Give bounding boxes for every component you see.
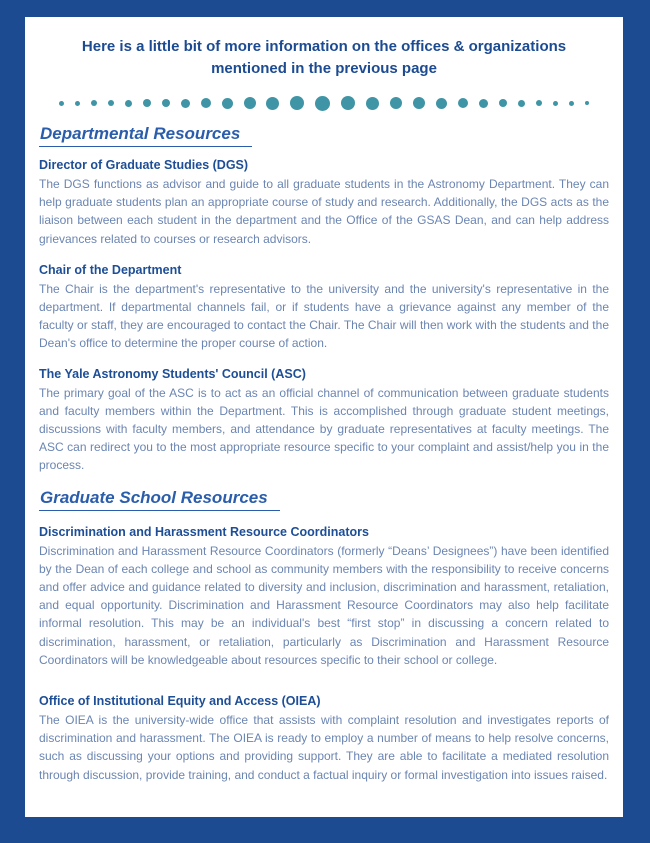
dots-divider	[59, 95, 589, 111]
divider-dot	[585, 101, 589, 105]
divider-dot	[315, 96, 330, 111]
content-panel	[25, 17, 623, 817]
divider-dot	[59, 101, 64, 106]
divider-dot	[413, 97, 425, 109]
section-heading: Departmental Resources	[39, 123, 252, 147]
section-heading: Graduate School Resources	[39, 487, 280, 511]
resource-title: Discrimination and Harassment Resource Coordinators	[39, 524, 369, 539]
page-title	[69, 36, 579, 80]
page-title-line2: mentioned in the previous page	[211, 60, 437, 77]
divider-dot	[290, 96, 304, 110]
resource-body: The Chair is the department's representative to the university and the university's representative in the department. If departmental channels fail, or if students have a grievance against any member of the faculty or staff, they are encouraged to contact the Chair. The Chair will then work with the students and the Dean's office to determine the proper course of action.	[39, 281, 609, 351]
divider-dot	[479, 99, 488, 108]
resource-body: The OIEA is the university-wide office that assists with complaint resolution and investigates reports of discrimination and harassment. The OIEA is ready to employ a number of means to help resolve concerns, such as discussing your options and providing support. They are able to facilitate a mediated resolution through discussion, provide training, and conduct a factual inquiry or formal investigation into issues raised.	[39, 713, 609, 782]
divider-dot	[244, 97, 256, 109]
divider-dot	[436, 98, 447, 109]
divider-dot	[518, 100, 525, 107]
resource-title: Office of Institutional Equity and Access (OIEA)	[39, 694, 321, 709]
resource-item-dhrc	[39, 525, 609, 669]
divider-dot	[125, 100, 132, 107]
divider-dot	[181, 99, 190, 108]
resource-title: The Yale Astronomy Students' Council (ASC)	[39, 366, 306, 381]
divider-dot	[143, 99, 151, 107]
divider-dot	[366, 97, 379, 110]
divider-dot	[341, 96, 355, 110]
resource-item-dgs	[39, 158, 609, 248]
divider-dot	[162, 99, 170, 107]
divider-dot	[91, 100, 97, 106]
page-title-line1: Here is a little bit of more information on the offices & organizations	[81, 38, 567, 55]
divider-dot	[553, 101, 558, 106]
resource-body: Discrimination and Harassment Resource Coordinators (formerly “Deans’ Designees”) have been identified by the Dean of each college and school as community members with the responsibility to receive concerns and offer advice and guidance related to diversity and inclusion, discrimination and harassment, retaliation, and equal opportunity. Discrimination and Harassment Resource Coordinators may also help facilitate informal resolution. This may be an individual's best “first stop” in discussing a concern related to discrimination, harassment, or retaliation, particularly as Discrimination and Harassment Resource Coordinators will be knowledgeable about resources specific to their school or college.	[39, 543, 609, 667]
section-graduate-school-resources	[39, 487, 609, 511]
divider-dot	[458, 98, 468, 108]
resource-body: The DGS functions as advisor and guide to all graduate students in the Astronomy Department. They can help graduate students plan an appropriate course of study and research. Additionally, the DGS acts as the liaison between each student in the department and the Office of the GSAS Dean, and can help address grievances related to courses or research advisors.	[39, 177, 609, 246]
divider-dot	[499, 99, 507, 107]
resource-item-asc	[39, 367, 609, 475]
divider-dot	[222, 98, 233, 109]
resource-item-chair	[39, 263, 609, 353]
divider-dot	[390, 97, 402, 109]
divider-dot	[536, 100, 542, 106]
resource-item-oiea	[39, 694, 609, 784]
resource-body: The primary goal of the ASC is to act as an official channel of communication between graduate students and faculty members within the Department. This is accomplished through graduate student meetings, discussions with faculty members, and attendance by graduate representatives at faculty meetings. The ASC can redirect you to the most appropriate resource specific to your complaint and assist/help you in the process.	[39, 385, 609, 473]
resource-title: Director of Graduate Studies (DGS)	[39, 158, 249, 172]
section-departmental-resources	[39, 123, 609, 147]
divider-dot	[266, 97, 279, 110]
resource-title: Chair of the Department	[39, 262, 182, 277]
divider-dot	[108, 100, 114, 106]
divider-dot	[75, 101, 80, 106]
divider-dot	[201, 98, 211, 108]
divider-dot	[569, 101, 574, 106]
